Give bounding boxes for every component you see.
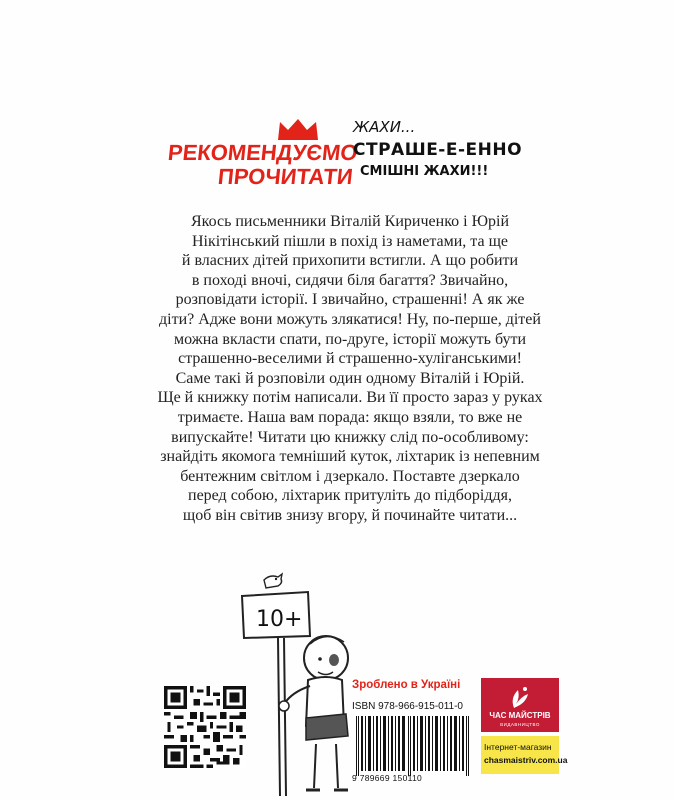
description-line: знайдіть якомога темніший куток, ліхтарик із непевним [160,448,540,466]
online-shop-block [481,736,568,774]
description-line: можна вкласти спати, по-друге, історії можуть бути [173,330,527,348]
publisher-name: ЧАС МАЙСТРІВ [489,711,551,720]
description-line: страшенно-веселими й страшенно-хуліганськими! [178,350,522,368]
description-line: бентежним світлом і дзеркало. Поставте дзеркало [180,467,520,485]
made-in-ukraine-label: Зроблено в Україні [352,679,461,691]
barcode-digits: 9 789669 150110 [352,773,423,783]
description-line: в поході вночі, сидячи біля багаття? Звичайно, [191,271,509,289]
publisher-subtitle: ВИДАВНИЦТВО [500,722,540,727]
recommend-badge [166,118,359,189]
description-line: тримаєте. Наша вам порада: якщо взяли, то вже не [177,408,523,426]
book-description [150,212,550,526]
online-shop-label: Інтернет-магазин [484,742,552,752]
description-line: Саме такі й розповіли один одному Віталій і Юрій. [175,369,525,387]
description-line: перед собою, ліхтарик притуліть до підборіддя, [188,487,512,505]
recommend-line-1: РЕКОМЕНДУЄМО [166,140,359,165]
tagline-line-2: СТРАШЕ-Е-ЕННО [353,140,523,160]
boy-with-sign-illustration [230,568,360,800]
barcode-icon [352,716,476,776]
publisher-logo-icon [508,684,532,710]
description-line: випускайте! Читати цю книжку слід по-особливому: [171,428,529,446]
qr-code-icon [164,686,246,768]
age-sign-text: 10+ [256,607,303,632]
online-shop-url: chasmaistriv.com.ua [484,755,568,765]
isbn-label: ISBN 978-966-915-011-0 [352,701,463,712]
description-line: діти? Адже вони можуть злякатися! Ну, по-перше, дітей [159,310,541,328]
tagline-line-3: СМІШНІ ЖАХИ!!! [360,164,489,179]
description-line: розповідати історії. І звичайно, страшенні! А як же [175,291,525,309]
description-line: Нікітінський пішли в похід із наметами, та ще [191,232,509,250]
description-line: щоб він світив знизу вгору, й починайте читати... [182,506,518,524]
crown-icon [276,118,320,142]
recommend-line-2: ПРОЧИТАТИ [216,164,355,189]
publisher-logo-block [481,678,559,732]
description-line: Якось письменники Віталій Кириченко і Юрій [190,213,510,230]
tagline-line-1: ЖАХИ... [353,118,416,136]
description-line: й власних дітей прихопити встигли. А що робити [181,252,519,270]
description-line: Ще й книжку потім написали. Ви її просто зараз у руках [157,389,543,407]
